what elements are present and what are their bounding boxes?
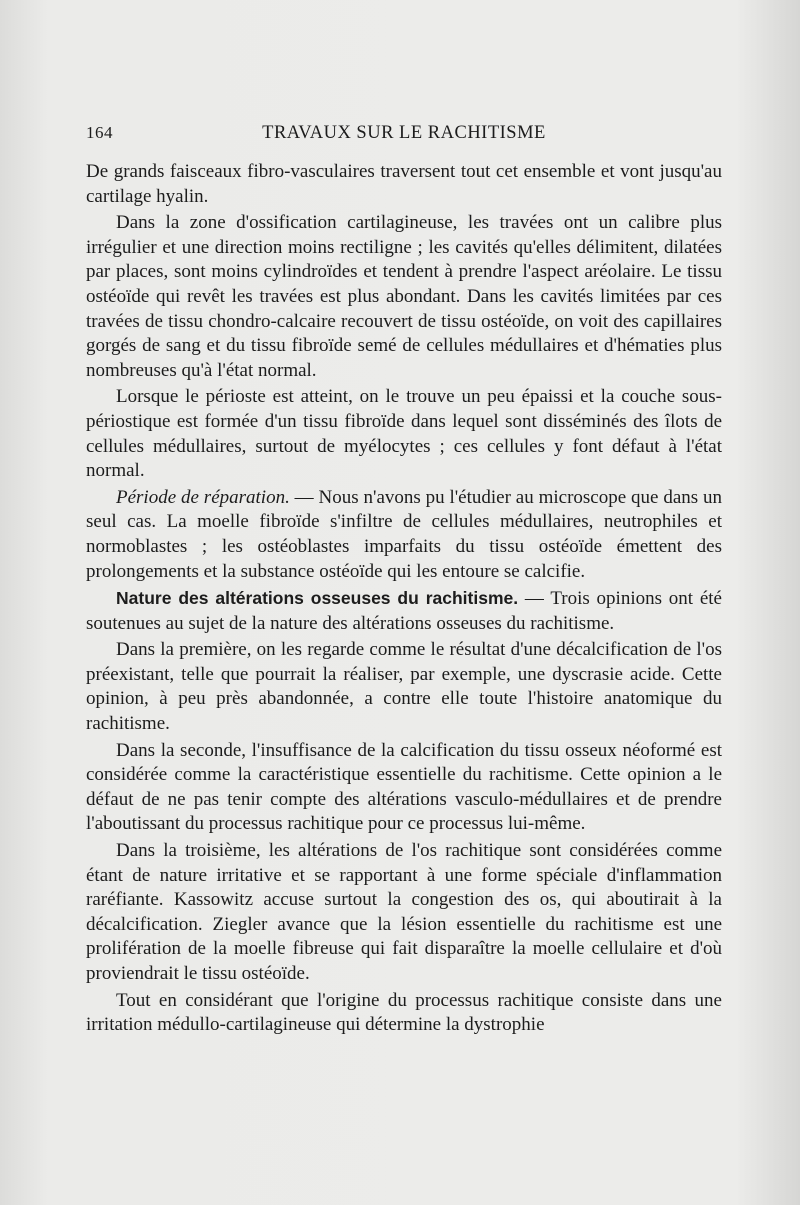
italic-lead: Période de réparation. [116,486,290,508]
paragraph-7: Dans la seconde, l'insuffisance de la calcification du tissu osseux néoformé est considérée comme la caractéristique essentielle du rachitisme. Cette opinion a le défaut de ne pas tenir compte des altérations vasculo-médullaires et de prendre l'aboutissant du processus rachitique pour ce processus lui-même. [86,739,722,835]
paragraph-4: Période de réparation. — Nous n'avons pu l'étudier au microscope que dans un seul cas. La moelle fibroïde s'infiltre de cellules médullaires, neutrophiles et normoblastes ; les ostéoblastes imparfaits du tissu ostéoïde émettent des prolongements et la substance ostéoïde qui les entoure se calcifie. [86,486,722,582]
page-header [86,123,722,147]
paragraph-5: Nature des altérations osseuses du rachitisme. — Trois opinions ont été soutenues au sujet de la nature des altérations osseuses du rachitisme. [86,588,722,634]
paragraph-2: Dans la zone d'ossification cartilagineuse, les travées ont un calibre plus irrégulier et une direction moins rectiligne ; les cavités qu'elles délimitent, dilatées par places, sont moins cylindroïdes et tendent à prendre l'aspect aréolaire. Le tissu ostéoïde qui revêt les travées est plus abondant. Dans les cavités limitées par ces travées de tissu chondro-calcaire recouvert de tissu ostéoïde, on voit des capillaires gorgés de sang et du tissu fibroïde semé de cellules médullaires et d'hématies plus nombreuses qu'à l'état normal. [86,212,722,381]
paragraph-1: De grands faisceaux fibro-vasculaires traversent tout cet ensemble et vont jusqu'au cartilage hyalin. [86,161,722,207]
paragraph-9: Tout en considérant que l'origine du processus rachitique consiste dans une irritation médullo-cartilagineuse qui détermine la dystrophie [86,989,722,1036]
paragraph-8: Dans la troisième, les altérations de l'os rachitique sont considérées comme étant de nature irritative et se rapportant à une forme spéciale d'inflammation raréfiante. Kassowitz accuse surtout la congestion des os, qui aboutirait à la décalcification. Ziegler avance que la lésion essentielle du rachitisme est une prolifération de la moelle fibreuse qui fait disparaître la moelle cellulaire et d'où proviendrait le tissu ostéoïde. [86,840,722,984]
page-number: 164 [86,123,113,142]
body-text [86,160,722,1040]
running-title: TRAVAUX SUR LE RACHITISME [262,123,546,143]
paragraph-6: Dans la première, on les regarde comme le résultat d'une décalcification de l'os préexistant, telle que pourrait la réaliser, par exemple, une dyscrasie acide. Cette opinion, à peu près abandonnée, a contre elle toute l'histoire anatomique du rachitisme. [86,639,722,735]
section-heading: Nature des altérations osseuses du rachitisme. [116,588,519,609]
paragraph-3: Lorsque le périoste est atteint, on le trouve un peu épaissi et la couche sous-périostique est formée d'un tissu fibroïde dans lequel sont disséminés des îlots de cellules médullaires, surtout de myélocytes ; ces cellules y font défaut à l'état normal. [86,386,722,482]
